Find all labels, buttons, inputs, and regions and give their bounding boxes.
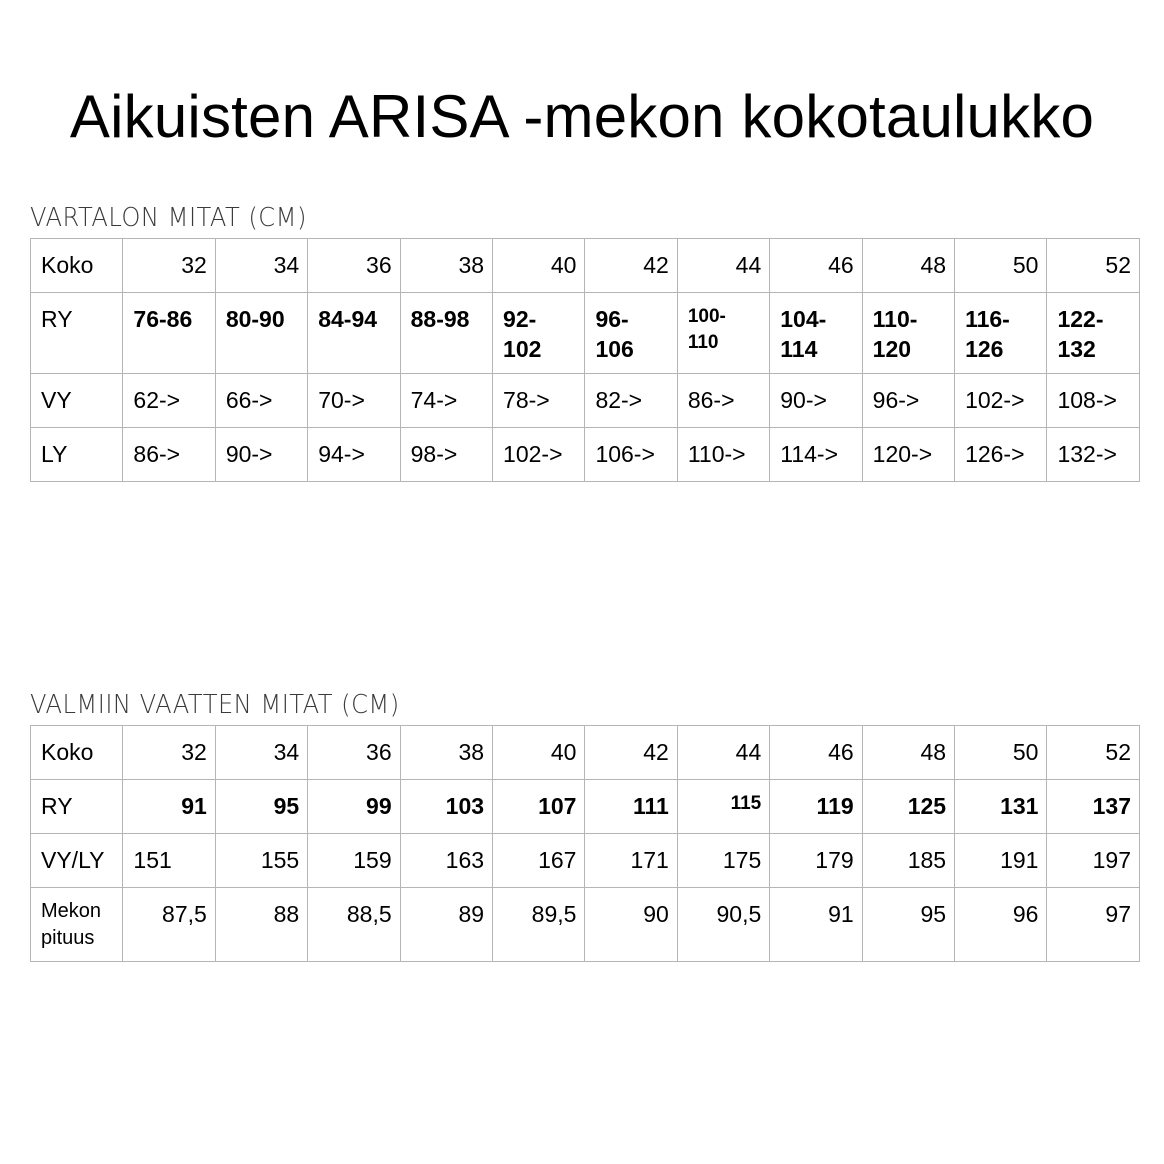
row-label: Mekon pituus: [31, 888, 123, 962]
row-label: RY: [31, 780, 123, 834]
size-cell: 34: [215, 239, 307, 293]
size-cell: 32: [123, 239, 215, 293]
table-row-waist: [31, 374, 1140, 428]
size-cell: 36: [308, 239, 400, 293]
size-cell: 36: [308, 726, 400, 780]
size-cell: 40: [493, 726, 585, 780]
size-cell: 48: [862, 239, 954, 293]
hip-cell: 126->: [955, 428, 1047, 482]
bust-cell: 107: [493, 780, 585, 834]
hip-cell: 106->: [585, 428, 677, 482]
hip-cell: 94->: [308, 428, 400, 482]
bust-cell: 95: [215, 780, 307, 834]
bust-cell: 84-94: [308, 293, 400, 374]
length-cell: 97: [1047, 888, 1140, 962]
size-cell: 32: [123, 726, 215, 780]
bust-cell: 91: [123, 780, 215, 834]
waist-hip-cell: 155: [215, 834, 307, 888]
waist-cell: 86->: [677, 374, 769, 428]
table-row-waist-hip: [31, 834, 1140, 888]
table-row-bust: [31, 293, 1140, 374]
size-cell: 52: [1047, 726, 1140, 780]
waist-cell: 102->: [955, 374, 1047, 428]
hip-cell: 110->: [677, 428, 769, 482]
length-cell: 88,5: [308, 888, 400, 962]
size-cell: 50: [955, 239, 1047, 293]
bust-cell: 96- 106: [585, 293, 677, 374]
waist-hip-cell: 185: [862, 834, 954, 888]
hip-cell: 114->: [770, 428, 862, 482]
bust-cell: 131: [955, 780, 1047, 834]
length-cell: 95: [862, 888, 954, 962]
row-label: LY: [31, 428, 123, 482]
length-cell: 89: [400, 888, 492, 962]
waist-cell: 78->: [493, 374, 585, 428]
table-row-size: [31, 726, 1140, 780]
waist-cell: 74->: [400, 374, 492, 428]
size-cell: 48: [862, 726, 954, 780]
size-cell: 42: [585, 239, 677, 293]
waist-cell: 96->: [862, 374, 954, 428]
waist-hip-cell: 159: [308, 834, 400, 888]
size-cell: 52: [1047, 239, 1140, 293]
bust-cell: 119: [770, 780, 862, 834]
body-measurements-heading: VARTALON MITAT (CM): [30, 203, 307, 233]
length-cell: 89,5: [493, 888, 585, 962]
waist-cell: 66->: [215, 374, 307, 428]
table-row-dress-length: [31, 888, 1140, 962]
bust-cell: 115: [677, 780, 769, 834]
hip-cell: 120->: [862, 428, 954, 482]
row-label: VY/LY: [31, 834, 123, 888]
bust-cell: 116- 126: [955, 293, 1047, 374]
hip-cell: 90->: [215, 428, 307, 482]
waist-hip-cell: 151: [123, 834, 215, 888]
bust-cell: 103: [400, 780, 492, 834]
row-label: RY: [31, 293, 123, 374]
length-cell: 90,5: [677, 888, 769, 962]
garment-measurements-table: [30, 725, 1140, 962]
garment-measurements-heading: VALMIIN VAATTEN MITAT (CM): [30, 690, 400, 720]
size-cell: 38: [400, 239, 492, 293]
row-label: VY: [31, 374, 123, 428]
bust-cell: 92- 102: [493, 293, 585, 374]
size-cell: 44: [677, 726, 769, 780]
hip-cell: 86->: [123, 428, 215, 482]
length-cell: 96: [955, 888, 1047, 962]
size-cell: 44: [677, 239, 769, 293]
bust-cell: 122- 132: [1047, 293, 1140, 374]
waist-hip-cell: 197: [1047, 834, 1140, 888]
bust-cell: 104- 114: [770, 293, 862, 374]
hip-cell: 102->: [493, 428, 585, 482]
table-row-bust: [31, 780, 1140, 834]
waist-hip-cell: 171: [585, 834, 677, 888]
waist-cell: 70->: [308, 374, 400, 428]
hip-cell: 98->: [400, 428, 492, 482]
waist-hip-cell: 175: [677, 834, 769, 888]
bust-cell: 80-90: [215, 293, 307, 374]
size-cell: 34: [215, 726, 307, 780]
waist-cell: 62->: [123, 374, 215, 428]
size-cell: 46: [770, 239, 862, 293]
waist-hip-cell: 179: [770, 834, 862, 888]
row-label: Koko: [31, 726, 123, 780]
waist-cell: 108->: [1047, 374, 1140, 428]
size-cell: 42: [585, 726, 677, 780]
bust-cell: 125: [862, 780, 954, 834]
bust-cell: 100- 110: [677, 293, 769, 374]
page-title: Aikuisten ARISA -mekon kokotaulukko: [69, 83, 1095, 150]
bust-cell: 99: [308, 780, 400, 834]
length-cell: 90: [585, 888, 677, 962]
bust-cell: 88-98: [400, 293, 492, 374]
hip-cell: 132->: [1047, 428, 1140, 482]
waist-hip-cell: 167: [493, 834, 585, 888]
waist-cell: 90->: [770, 374, 862, 428]
size-cell: 40: [493, 239, 585, 293]
table-row-size: [31, 239, 1140, 293]
length-cell: 88: [215, 888, 307, 962]
waist-hip-cell: 163: [400, 834, 492, 888]
body-measurements-table: [30, 238, 1140, 482]
bust-cell: 76-86: [123, 293, 215, 374]
bust-cell: 111: [585, 780, 677, 834]
row-label: Koko: [31, 239, 123, 293]
bust-cell: 110- 120: [862, 293, 954, 374]
waist-cell: 82->: [585, 374, 677, 428]
size-cell: 50: [955, 726, 1047, 780]
waist-hip-cell: 191: [955, 834, 1047, 888]
size-cell: 38: [400, 726, 492, 780]
bust-cell: 137: [1047, 780, 1140, 834]
size-cell: 46: [770, 726, 862, 780]
length-cell: 91: [770, 888, 862, 962]
table-row-hip: [31, 428, 1140, 482]
length-cell: 87,5: [123, 888, 215, 962]
